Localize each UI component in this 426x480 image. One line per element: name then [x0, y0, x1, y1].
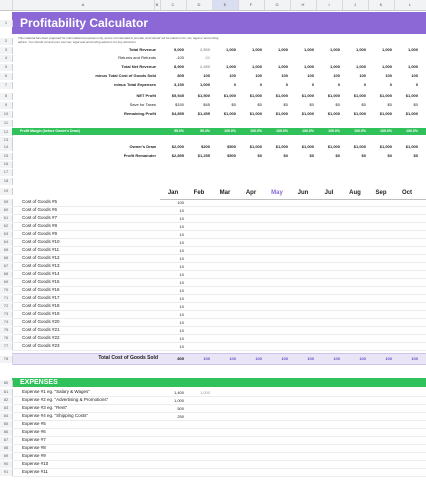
profit-margin-cell[interactable]: 100.0%: [250, 129, 262, 133]
table-row[interactable]: [12, 405, 426, 413]
cogs-item-label: Cost of Goods #20: [22, 319, 60, 324]
row-label-total_revenue: Total Revenue: [128, 47, 156, 52]
cell-remaining[interactable]: $1,000: [353, 111, 366, 116]
cell-owners_draw[interactable]: $1,000: [327, 144, 340, 149]
month-header-jan: Jan: [167, 190, 179, 196]
expense-jan-value[interactable]: 250: [177, 414, 184, 419]
cell-cogs_minus[interactable]: 100: [255, 73, 262, 78]
cogs-jan-value[interactable]: 10: [179, 240, 184, 245]
column-header-bar: [0, 0, 426, 11]
total-cogs-cell[interactable]: 100: [359, 356, 366, 361]
cell-save_taxes[interactable]: $0: [309, 102, 314, 107]
row-number[interactable]: 88: [0, 445, 13, 452]
profit-margin-cell[interactable]: 55.0%: [174, 129, 184, 133]
row-number[interactable]: 84: [0, 413, 13, 420]
table-row[interactable]: [12, 303, 426, 311]
table-row[interactable]: [12, 199, 426, 207]
row-number[interactable]: 86: [0, 429, 13, 436]
cogs-item-label: Cost of Goods #22: [22, 335, 60, 340]
cell-owners_draw[interactable]: $2,000: [171, 144, 184, 149]
column-header-f[interactable]: F: [238, 0, 265, 10]
profit-margin-cell[interactable]: 100.0%: [224, 129, 236, 133]
month-header-aug: Aug: [349, 190, 361, 196]
row-label-save_taxes: Save for Taxes: [129, 102, 156, 107]
row-number[interactable]: 16: [0, 161, 13, 168]
cell-save_taxes[interactable]: $0: [387, 102, 392, 107]
expense-item-label: Expense #3 eg. "Rent": [22, 405, 68, 410]
cell-cogs_minus[interactable]: 100: [359, 73, 366, 78]
row-number[interactable]: 69: [0, 279, 13, 286]
cell-total_revenue[interactable]: 1,000: [329, 47, 340, 52]
cogs-item-label: Cost of Goods #6: [22, 207, 58, 212]
cell-owners_draw[interactable]: $200: [201, 144, 210, 149]
expense-item-label: Expense #1 eg. "Salary & Wages": [22, 389, 90, 394]
cogs-item-label: Cost of Goods #19: [22, 311, 60, 316]
row-number[interactable]: 82: [0, 397, 13, 404]
row-label-returns: Returns and Refunds: [118, 55, 156, 60]
row-label-expenses_minus: minus Total Expenses: [114, 82, 156, 87]
row-label-cogs_minus: minus Total Cost of Goods Sold: [95, 73, 156, 78]
table-row[interactable]: [12, 453, 426, 461]
cell-net_revenue[interactable]: 1,000: [381, 64, 392, 69]
cogs-item-label: Cost of Goods #11: [22, 247, 60, 252]
cell-net_profit[interactable]: $5,945: [171, 93, 184, 98]
cell-total_revenue[interactable]: 2,500: [199, 47, 210, 52]
cell-owners_draw[interactable]: $1,000: [249, 144, 262, 149]
row-number[interactable]: 74: [0, 319, 13, 326]
cell-net_revenue[interactable]: 1,000: [303, 64, 314, 69]
cell-cogs_minus[interactable]: 100: [307, 73, 314, 78]
row-number[interactable]: 78: [0, 356, 13, 363]
total-cogs-cell[interactable]: 100: [255, 356, 262, 361]
row-number[interactable]: 10: [0, 111, 13, 118]
cell-owners_draw[interactable]: $1,000: [405, 144, 418, 149]
cogs-item-label: Cost of Goods #9: [22, 231, 58, 236]
cogs-jan-value[interactable]: 10: [179, 216, 184, 221]
cogs-item-label: Cost of Goods #8: [22, 223, 58, 228]
column-header-j[interactable]: J: [342, 0, 369, 10]
row-number[interactable]: 6: [0, 73, 13, 80]
cell-profit_remainder[interactable]: $0: [283, 153, 288, 158]
cell-profit_remainder[interactable]: $0: [387, 153, 392, 158]
table-row[interactable]: [12, 255, 426, 263]
row-number[interactable]: 2: [0, 38, 13, 45]
cell-total_revenue[interactable]: 9,000: [173, 47, 184, 52]
expense-item-label: Expense #6: [22, 429, 46, 434]
row-number[interactable]: 81: [0, 389, 13, 396]
cell-expenses_minus[interactable]: 0: [337, 82, 340, 87]
cell-returns[interactable]: -100: [175, 55, 184, 60]
total-cogs-cell[interactable]: 100: [385, 356, 392, 361]
row-number[interactable]: 13: [0, 137, 13, 144]
row-label-remaining: Remaining Profit: [123, 111, 156, 116]
cogs-item-label: Cost of Goods #14: [22, 271, 60, 276]
profit-margin-cell[interactable]: 100.0%: [302, 129, 314, 133]
total-cogs-cell[interactable]: 805: [177, 356, 184, 361]
row-number[interactable]: 89: [0, 453, 13, 460]
row-number[interactable]: 15: [0, 153, 13, 160]
cell-net_profit[interactable]: $1,000: [249, 93, 262, 98]
row-number[interactable]: 63: [0, 231, 13, 238]
table-row[interactable]: [12, 271, 426, 279]
cell-profit_remainder[interactable]: $0: [335, 153, 340, 158]
table-row[interactable]: [12, 469, 426, 477]
table-row[interactable]: [12, 319, 426, 327]
calculator-title[interactable]: Profitability Calculator: [12, 12, 426, 34]
cell-expenses_minus[interactable]: 0: [285, 82, 288, 87]
cell-cogs_minus[interactable]: 100: [281, 73, 288, 78]
row-label-owners_draw: Owner's Draw: [129, 144, 156, 149]
column-header-d[interactable]: D: [186, 0, 213, 10]
profit-margin-cell[interactable]: 100.0%: [406, 129, 418, 133]
table-row[interactable]: [12, 311, 426, 319]
cogs-jan-value[interactable]: 10: [179, 264, 184, 269]
cell-cogs_minus[interactable]: 805: [177, 73, 184, 78]
cell-net_revenue[interactable]: 1,000: [277, 64, 288, 69]
cogs-jan-value[interactable]: 10: [179, 288, 184, 293]
cell-expenses_minus[interactable]: 1,000: [199, 82, 210, 87]
cogs-item-label: Cost of Goods #10: [22, 239, 60, 244]
cogs-item-label: Cost of Goods #17: [22, 295, 60, 300]
cell-net_profit[interactable]: $1,000: [275, 93, 288, 98]
cell-net_profit[interactable]: $1,000: [327, 93, 340, 98]
profit-margin-cell[interactable]: 59.4%: [200, 129, 210, 133]
row-number[interactable]: 77: [0, 343, 13, 350]
table-row[interactable]: [12, 437, 426, 445]
cogs-jan-value[interactable]: 10: [179, 304, 184, 309]
cell-cogs_minus[interactable]: 100: [203, 73, 210, 78]
disclaimer-note[interactable]: This material has been prepared for informational purposes only, and is not intended to provide, and should not be relied on for, tax, legal or accounting advice. You should consult your own tax, legal and accounting advisors for any decisions.: [18, 36, 219, 44]
expense-jan-value[interactable]: 1,000: [173, 398, 184, 403]
cell-save_taxes[interactable]: $45: [203, 102, 210, 107]
cell-net_revenue[interactable]: 2,450: [199, 64, 210, 69]
cogs-jan-value[interactable]: 10: [179, 328, 184, 333]
cogs-item-label: Cost of Goods #16: [22, 287, 60, 292]
expense-item-label: Expense #10: [22, 461, 49, 466]
row-number[interactable]: 71: [0, 295, 13, 302]
cell-profit_remainder[interactable]: $500: [227, 153, 236, 158]
row-number[interactable]: 3: [0, 47, 13, 54]
column-header-i[interactable]: I: [316, 0, 343, 10]
cogs-item-label: Cost of Goods #18: [22, 303, 60, 308]
cell-expenses_minus[interactable]: 0: [363, 82, 366, 87]
profit-margin-cell[interactable]: 100.0%: [380, 129, 392, 133]
table-row[interactable]: [12, 207, 426, 215]
expenses-header[interactable]: EXPENSES: [12, 378, 426, 387]
cell-expenses_minus[interactable]: 3,150: [173, 82, 184, 87]
total-cogs-cell[interactable]: 100: [333, 356, 340, 361]
row-number[interactable]: 90: [0, 461, 13, 468]
row-number[interactable]: 87: [0, 437, 13, 444]
row-number[interactable]: 14: [0, 144, 13, 151]
month-header-may: May: [271, 190, 283, 196]
cell-remaining[interactable]: $1,000: [249, 111, 262, 116]
table-row[interactable]: [12, 421, 426, 429]
cell-remaining[interactable]: $1,000: [327, 111, 340, 116]
cogs-jan-value[interactable]: 10: [179, 248, 184, 253]
cogs-item-label: Cost of Goods #13: [22, 263, 60, 268]
table-row[interactable]: [12, 231, 426, 239]
row-number[interactable]: 73: [0, 311, 13, 318]
cell-save_taxes[interactable]: $0: [231, 102, 236, 107]
row-number[interactable]: 72: [0, 303, 13, 310]
cell-profit_remainder[interactable]: $0: [413, 153, 418, 158]
expense-jan-value[interactable]: 1,400: [173, 390, 184, 395]
expense-item-label: Expense #11: [22, 469, 48, 474]
cell-remaining[interactable]: $1,000: [379, 111, 392, 116]
cogs-jan-value[interactable]: 10: [179, 272, 184, 277]
row-number[interactable]: 60: [0, 207, 13, 214]
row-number[interactable]: 66: [0, 255, 13, 262]
table-row[interactable]: [12, 429, 426, 437]
cell-net_revenue[interactable]: 1,000: [329, 64, 340, 69]
cell-net_profit[interactable]: $1,000: [379, 93, 392, 98]
total-cogs-cell[interactable]: 100: [411, 356, 418, 361]
table-row[interactable]: [12, 287, 426, 295]
row-number[interactable]: 61: [0, 215, 13, 222]
row-number[interactable]: 65: [0, 247, 13, 254]
column-header-b[interactable]: B: [154, 0, 161, 10]
cell-remaining[interactable]: $4,895: [171, 111, 184, 116]
row-number[interactable]: 7: [0, 82, 13, 89]
row-number[interactable]: 9: [0, 102, 13, 109]
cell-net_profit[interactable]: $1,000: [301, 93, 314, 98]
expense-item-label: Expense #9: [22, 453, 46, 458]
column-header-g[interactable]: G: [264, 0, 291, 10]
month-header-jun: Jun: [297, 190, 309, 196]
table-row[interactable]: [12, 295, 426, 303]
cell-net_profit[interactable]: $1,000: [223, 93, 236, 98]
cell-cogs_minus[interactable]: 100: [385, 73, 392, 78]
row-number[interactable]: 4: [0, 55, 13, 62]
row-label-profit_remainder: Profit Remainder: [123, 153, 156, 158]
row-number[interactable]: 76: [0, 335, 13, 342]
cell-net_profit[interactable]: $1,000: [353, 93, 366, 98]
expense-item-label: Expense #8: [22, 445, 46, 450]
total-cogs-cell[interactable]: 100: [203, 356, 210, 361]
row-number[interactable]: 70: [0, 287, 13, 294]
row-label-net_profit: NET Profit: [136, 93, 156, 98]
cell-net_revenue[interactable]: 1,000: [251, 64, 262, 69]
cell-save_taxes[interactable]: $0: [335, 102, 340, 107]
cogs-item-label: Cost of Goods #5: [22, 199, 58, 204]
cogs-jan-value[interactable]: 10: [179, 224, 184, 229]
cogs-jan-value[interactable]: 10: [179, 312, 184, 317]
month-header-mar: Mar: [219, 190, 231, 196]
cell-expenses_minus[interactable]: 0: [311, 82, 314, 87]
cell-total_revenue[interactable]: 1,000: [407, 47, 418, 52]
table-row[interactable]: [12, 247, 426, 255]
column-header-e[interactable]: E: [212, 0, 239, 10]
cell-save_taxes[interactable]: $0: [283, 102, 288, 107]
row-number[interactable]: 1: [0, 20, 13, 27]
cell-remaining[interactable]: $1,000: [405, 111, 418, 116]
month-header-feb: Feb: [193, 190, 205, 196]
cell-remaining[interactable]: $1,000: [301, 111, 314, 116]
cell-net_revenue[interactable]: 8,900: [173, 64, 184, 69]
expense-item-label: Expense #5: [22, 421, 46, 426]
cell-owners_draw[interactable]: $1,000: [275, 144, 288, 149]
table-row[interactable]: [12, 223, 426, 231]
row-number[interactable]: 80: [0, 380, 13, 387]
table-row[interactable]: [12, 215, 426, 223]
cell-profit_remainder[interactable]: $1,255: [197, 153, 210, 158]
cell-total_revenue[interactable]: 1,000: [355, 47, 366, 52]
cell-total_revenue[interactable]: 1,000: [381, 47, 392, 52]
expense-item-label: Expense #7: [22, 437, 46, 442]
row-number[interactable]: 64: [0, 239, 13, 246]
cell-cogs_minus[interactable]: 100: [333, 73, 340, 78]
cell-profit_remainder[interactable]: $0: [257, 153, 262, 158]
profit-margin-label: Profit Margin (before Owner's Draw): [20, 129, 80, 133]
cogs-jan-value[interactable]: 10: [179, 256, 184, 261]
column-header-a[interactable]: A: [12, 0, 155, 10]
cogs-item-label: Cost of Goods #23: [22, 343, 60, 348]
row-number[interactable]: 19: [0, 188, 13, 195]
column-header-l[interactable]: L: [394, 0, 426, 10]
cell-owners_draw[interactable]: $1,000: [353, 144, 366, 149]
cell-remaining[interactable]: $1,455: [197, 111, 210, 116]
cell-total_revenue[interactable]: 1,000: [251, 47, 262, 52]
table-row[interactable]: [12, 335, 426, 343]
row-label-net_revenue: Total Net Revenue: [121, 64, 156, 69]
cell-cogs_minus[interactable]: 100: [411, 73, 418, 78]
total-cogs-cell[interactable]: 100: [307, 356, 314, 361]
expense-feb-value[interactable]: 1,000: [199, 390, 210, 395]
cell-returns[interactable]: -50: [204, 55, 210, 60]
row-number[interactable]: 18: [0, 178, 13, 185]
expense-jan-value[interactable]: 500: [177, 406, 184, 411]
total-cogs-label: Total Cost of Goods Sold: [98, 355, 158, 361]
cogs-item-label: Cost of Goods #7: [22, 215, 58, 220]
cell-net_profit[interactable]: $1,000: [405, 93, 418, 98]
cell-total_revenue[interactable]: 1,000: [303, 47, 314, 52]
profit-margin-cell[interactable]: 100.0%: [328, 129, 340, 133]
cell-expenses_minus[interactable]: 0: [389, 82, 392, 87]
total-cogs-cell[interactable]: 100: [229, 356, 236, 361]
table-row[interactable]: [12, 327, 426, 335]
table-row[interactable]: [12, 343, 426, 351]
row-number[interactable]: 85: [0, 421, 13, 428]
cell-net_revenue[interactable]: 1,000: [355, 64, 366, 69]
cell-owners_draw[interactable]: $1,000: [379, 144, 392, 149]
month-header-oct: Oct: [401, 190, 412, 196]
row-number[interactable]: 17: [0, 169, 13, 176]
cell-expenses_minus[interactable]: 0: [415, 82, 418, 87]
expense-item-label: Expense #4 eg. "Shipping Costs": [22, 413, 88, 418]
cell-expenses_minus[interactable]: 0: [259, 82, 262, 87]
cogs-item-label: Cost of Goods #15: [22, 279, 60, 284]
profit-margin-cell[interactable]: 100.0%: [354, 129, 366, 133]
row-number[interactable]: 5: [0, 64, 13, 71]
cell-total_revenue[interactable]: 1,000: [277, 47, 288, 52]
row-number[interactable]: 12: [0, 129, 13, 136]
column-header-h[interactable]: H: [290, 0, 317, 10]
month-header-sep: Sep: [375, 190, 387, 196]
cell-save_taxes[interactable]: $150: [175, 102, 184, 107]
cogs-jan-value[interactable]: 10: [179, 320, 184, 325]
cell-owners_draw[interactable]: $500: [227, 144, 236, 149]
cogs-jan-value[interactable]: 10: [179, 344, 184, 349]
month-header-jul: Jul: [324, 190, 334, 196]
cell-profit_remainder[interactable]: $0: [361, 153, 366, 158]
cogs-jan-value[interactable]: 10: [179, 336, 184, 341]
row-number[interactable]: 68: [0, 271, 13, 278]
row-number[interactable]: 91: [0, 469, 13, 476]
cell-cogs_minus[interactable]: 100: [229, 73, 236, 78]
row-number[interactable]: 75: [0, 327, 13, 334]
cell-remaining[interactable]: $1,000: [223, 111, 236, 116]
cogs-item-label: Cost of Goods #21: [22, 327, 60, 332]
row-number[interactable]: 67: [0, 263, 13, 270]
cell-expenses_minus[interactable]: 0: [233, 82, 236, 87]
row-number[interactable]: 59: [0, 199, 13, 206]
cell-save_taxes[interactable]: $0: [257, 102, 262, 107]
cell-profit_remainder[interactable]: $0: [309, 153, 314, 158]
table-row[interactable]: [12, 461, 426, 469]
cell-net_revenue[interactable]: 1,000: [407, 64, 418, 69]
cogs-jan-value[interactable]: 10: [179, 208, 184, 213]
table-row[interactable]: [12, 239, 426, 247]
cell-net_profit[interactable]: $1,500: [197, 93, 210, 98]
cogs-jan-value[interactable]: 100: [177, 200, 184, 205]
cell-owners_draw[interactable]: $1,000: [301, 144, 314, 149]
month-header-apr: Apr: [245, 190, 257, 196]
cogs-jan-value[interactable]: 10: [179, 296, 184, 301]
row-number[interactable]: 8: [0, 93, 13, 100]
table-row[interactable]: [12, 279, 426, 287]
cell-net_revenue[interactable]: 1,000: [225, 64, 236, 69]
cell-save_taxes[interactable]: $0: [413, 102, 418, 107]
row-number[interactable]: 83: [0, 405, 13, 412]
table-row[interactable]: [12, 263, 426, 271]
expense-item-label: Expense #2 eg. "Advertising & Promotions": [22, 397, 109, 402]
column-header-c[interactable]: C: [160, 0, 187, 10]
cell-total_revenue[interactable]: 1,000: [225, 47, 236, 52]
row-number[interactable]: 11: [0, 120, 13, 127]
column-header-k[interactable]: K: [368, 0, 395, 10]
row-number[interactable]: 62: [0, 223, 13, 230]
profit-margin-cell[interactable]: 100.0%: [276, 129, 288, 133]
total-cogs-cell[interactable]: 100: [281, 356, 288, 361]
cogs-item-label: Cost of Goods #12: [22, 255, 60, 260]
cogs-jan-value[interactable]: 10: [179, 232, 184, 237]
cell-remaining[interactable]: $1,000: [275, 111, 288, 116]
cell-save_taxes[interactable]: $0: [361, 102, 366, 107]
cell-profit_remainder[interactable]: $2,895: [171, 153, 184, 158]
table-row[interactable]: [12, 445, 426, 453]
cogs-jan-value[interactable]: 10: [179, 280, 184, 285]
